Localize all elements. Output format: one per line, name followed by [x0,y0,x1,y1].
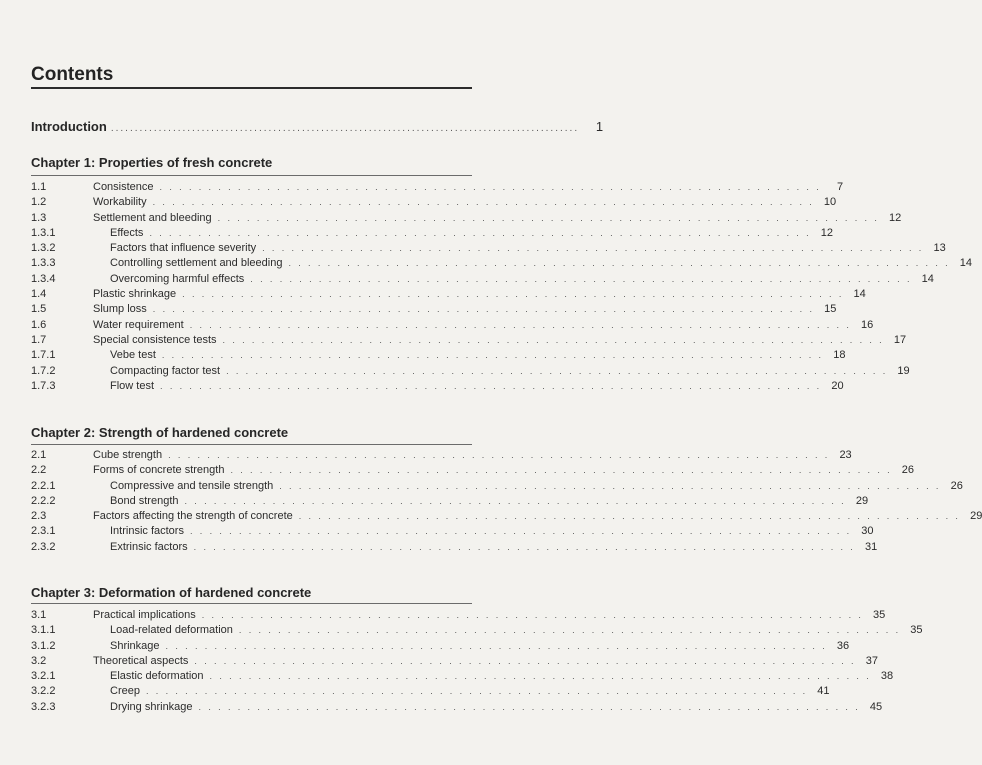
leader-dots: . . . . . . . . . . . . . . . . . . . . . . . . . . . . . . . . . . . . . . . . . . . . . . . . . . . . . . . . . . . . . . . . . . . . [288,258,951,269]
page-number: 36 [836,639,850,652]
section-number: 1.3.4 [31,272,56,285]
leader-dots: . . . . . . . . . . . . . . . . . . . . . . . . . . . . . . . . . . . . . . . . . . . . . . . . . . . . . . . . . . . . . . . . . . . . [250,273,912,284]
toc-entry[interactable] [31,608,886,623]
leader-dots: . . . . . . . . . . . . . . . . . . . . . . . . . . . . . . . . . . . . . . . . . . . . . . . . . . . . . . . . . . . . . . . . . . . . [226,365,888,376]
section-title: Intrinsic factors [110,525,184,538]
toc-entry[interactable] [31,494,869,509]
page-number: 12 [888,211,902,224]
section-title: Extrinsic factors [110,540,188,553]
leader-dots: . . . . . . . . . . . . . . . . . . . . . . . . . . . . . . . . . . . . . . . . . . . . . . . . . . . . . . . . . . . . . . . . . . . . [194,655,856,666]
chapter-1-entries [31,180,973,394]
section-number: 1.3.1 [31,226,56,239]
section-number: 1.7.1 [31,349,56,362]
section-title: Forms of concrete strength [93,464,225,477]
section-number: 1.3 [31,211,47,224]
toc-entry[interactable] [31,302,837,317]
toc-entry[interactable] [31,318,874,333]
page-number: 7 [837,181,844,193]
section-number: 2.2.1 [31,479,56,492]
section-number: 2.3.2 [31,540,56,553]
section-title: Theoretical aspects [93,654,189,667]
toc-entry[interactable] [31,256,973,271]
section-title: Compacting factor test [110,364,221,377]
leader-dots: . . . . . . . . . . . . . . . . . . . . . . . . . . . . . . . . . . . . . . . . . . . . . . . . . . . . . . . . . . . . . . . . . . . . [222,334,885,345]
chapter-3-heading: Chapter 3: Deformation of hardened concrete [31,585,312,600]
page-number: 20 [831,379,844,392]
toc-entry[interactable] [31,654,878,669]
page-number: 31 [864,540,878,553]
section-number: 3.1 [31,609,47,621]
leader-dots: . . . . . . . . . . . . . . . . . . . . . . . . . . . . . . . . . . . . . . . . . . . . . . . . . . . . . . . . . . . . . . . . . . . . [161,350,824,361]
chapter-3-rule [31,603,472,604]
toc-entry[interactable] [31,180,844,195]
leader-dots: . . . . . . . . . . . . . . . . . . . . . . . . . . . . . . . . . . . . . . . . . . . . . . . . . . . . . . . . . . . . . . . . . . . . [262,243,924,254]
page-number: 16 [861,318,874,331]
section-title: Factors that influence severity [110,242,257,255]
toc-entry[interactable] [31,241,946,256]
toc-entry[interactable] [31,639,850,654]
section-title: Settlement and bleeding [93,211,212,224]
section-title: Compressive and tensile strength [110,479,274,492]
section-number: 2.1 [31,449,47,461]
leader-dots: . . . . . . . . . . . . . . . . . . . . . . . . . . . . . . . . . . . . . . . . . . . . . . . . . . . . . . . . . . . . . . . . . . . . [193,541,856,552]
section-number: 2.2 [31,464,47,477]
chapter-2-entries [31,448,982,555]
page-number: 30 [861,525,874,538]
section-number: 2.3.1 [31,525,56,538]
leader-dots: . . . . . . . . . . . . . . . . . . . . . . . . . . . . . . . . . . . . . . . . . . . . . . . . . . . . . . . . . . . . . . . . . . . . [238,625,901,636]
section-title: Effects [110,226,144,239]
section-title: Water requirement [93,318,184,331]
page-number: 14 [921,272,934,285]
section-number: 2.3 [31,510,47,523]
page-number: 41 [817,685,830,698]
section-number: 1.3.3 [31,257,56,270]
chapter-1-rule [31,175,472,176]
page-number: 26 [950,479,963,492]
section-title: Flow test [110,379,155,392]
section-number: 1.7.3 [31,379,56,392]
section-number: 1.7 [31,333,47,346]
leader-dots: . . . . . . . . . . . . . . . . . . . . . . . . . . . . . . . . . . . . . . . . . . . . . . . . . . . . . . . . . . . . . . . . . . . . [279,480,941,491]
section-title: Drying shrinkage [110,700,193,713]
leader-dots: . . . . . . . . . . . . . . . . . . . . . . . . . . . . . . . . . . . . . . . . . . . . . . . . . . . . . . . . . . . . . . . . . . . . [201,610,864,620]
leader-dots: . . . . . . . . . . . . . . . . . . . . . . . . . . . . . . . . . . . . . . . . . . . . . . . . . . . . . . . . . . . . . . . . . . . . [160,380,822,391]
section-title: Slump loss [93,303,147,316]
page-number: 18 [833,349,846,362]
leader-dots: . . . . . . . . . . . . . . . . . . . . . . . . . . . . . . . . . . . . . . . . . . . . . . . . . . . . . . . . . . . . . . . . . . . . [230,465,893,476]
leader-dots: . . . . . . . . . . . . . . . . . . . . . . . . . . . . . . . . . . . . . . . . . . . . . . . . . . . . . . . . . . . . . . . . . . . . [182,289,844,300]
toc-entry[interactable] [31,348,846,363]
section-number: 3.2 [31,654,47,667]
leader-dots: . . . . . . . . . . . . . . . . . . . . . . . . . . . . . . . . . . . . . . . . . . . . . . . . . . . . . . . . . . . . . . . . . . . . [168,450,830,460]
leader-dots: . . . . . . . . . . . . . . . . . . . . . . . . . . . . . . . . . . . . . . . . . . . . . . . . . . . . . . . . . . . . . . . . . . . . [189,526,852,537]
section-number: 2.2.2 [31,494,56,507]
toc-entry-introduction[interactable] [31,119,604,134]
page-number: 38 [880,670,894,683]
leader-dots: . . . . . . . . . . . . . . . . . . . . . . . . . . . . . . . . . . . . . . . . . . . . . . . . . . . . . . . . . . . . . . . . . . . . [184,495,847,506]
section-number: 3.2.3 [31,700,56,713]
page-number: 35 [873,609,886,621]
page-number: 37 [865,654,878,667]
section-title: Plastic shrinkage [93,288,177,301]
section-title: Factors affecting the strength of concrete [93,510,293,523]
section-title: Workability [93,196,147,209]
page-number: 29 [855,494,869,507]
toc-entry[interactable] [31,448,852,463]
title-rule [31,87,472,89]
section-title: Consistence [93,181,154,193]
section-title: Controlling settlement and bleeding [110,257,283,270]
toc-entry[interactable] [31,479,963,494]
chapter-2-rule [31,444,472,445]
section-number: 1.4 [31,288,47,301]
section-title: Practical implications [93,609,196,621]
page-number: 17 [893,333,907,346]
toc-entry[interactable] [31,623,923,638]
page-number: 23 [839,449,852,461]
chapter-3-entries [31,608,923,715]
leader-dots: . . . . . . . . . . . . . . . . . . . . . . . . . . . . . . . . . . . . . . . . . . . . . . . . . . . . . . . . . . . . . . . . . . . . [159,182,822,192]
section-title: Special consistence tests [93,333,217,346]
section-number: 1.6 [31,318,47,331]
toc-entry[interactable] [31,669,894,684]
leader-dots: . . . . . . . . . . . . . . . . . . . . . . . . . . . . . . . . . . . . . . . . . . . . . . . . . . . . . . . . . . . . . . . . . . . . [145,686,808,697]
toc-entry[interactable] [31,524,874,539]
leader-dots: . . . . . . . . . . . . . . . . . . . . . . . . . . . . . . . . . . . . . . . . . . . . . . . . . . . . . . . . . . . . . . . . . . . . [198,701,861,712]
page-number: 19 [897,364,910,377]
section-title: Cube strength [93,449,163,461]
leader-dots: . . . . . . . . . . . . . . . . . . . . . . . . . . . . . . . . . . . . . . . . . . . . . . . . . . . . . . . . . . . . . . . . . . . . [152,304,815,315]
chapter-1-heading: Chapter 1: Properties of fresh concrete [31,155,273,170]
leader-dots: . . . . . . . . . . . . . . . . . . . . . . . . . . . . . . . . . . . . . . . . . . . . . . . . . . . . . . . . . . . . . . . . . . . . [152,197,815,208]
leader-dots: . . . . . . . . . . . . . . . . . . . . . . . . . . . . . . . . . . . . . . . . . . . . . . . . . . . . . . . . . . . . . . . . . . . . [149,227,812,238]
toc-entry[interactable] [31,700,883,715]
page-number: 15 [824,303,837,316]
leader-dots: . . . . . . . . . . . . . . . . . . . . . . . . . . . . . . . . . . . . . . . . . . . . . . . . . . . . . . . . . . . . . . . . . . . . [209,671,872,682]
introduction-label: Introduction [31,119,107,134]
section-title: Bond strength [110,494,179,507]
leader-dots: . . . . . . . . . . . . . . . . . . . . . . . . . . . . . . . . . . . . . . . . . . . . . . . . . . . . . . . . . . . . . . . . . . . . [217,212,880,223]
leader-dots: . . . . . . . . . . . . . . . . . . . . . . . . . . . . . . . . . . . . . . . . . . . . . . . . . . . . . . . . . . . . . . . . . . . . [189,319,852,330]
section-number: 1.2 [31,196,47,209]
section-number: 1.3.2 [31,242,56,255]
section-title: Elastic deformation [110,670,204,683]
section-number: 3.2.2 [31,685,56,698]
toc-entry[interactable] [31,684,830,699]
toc-entry[interactable] [31,211,902,226]
page-title: Contents [31,64,114,85]
page-number: 13 [933,242,946,255]
section-number: 1.5 [31,303,47,316]
toc-entry[interactable] [31,287,866,302]
toc-entry[interactable] [31,333,907,348]
page-number: 45 [869,700,883,713]
section-title: Vebe test [110,349,156,362]
page-number: 26 [901,464,915,477]
section-number: 3.1.1 [31,624,56,637]
leader-dots: .................................................................................................. [110,123,580,134]
toc-entry[interactable] [31,509,982,524]
section-number: 1.7.2 [31,364,56,377]
leader-dots: . . . . . . . . . . . . . . . . . . . . . . . . . . . . . . . . . . . . . . . . . . . . . . . . . . . . . . . . . . . . . . . . . . . . [165,640,828,651]
leader-dots: . . . . . . . . . . . . . . . . . . . . . . . . . . . . . . . . . . . . . . . . . . . . . . . . . . . . . . . . . . . . . . . . . . . . [298,511,961,522]
page-number: 10 [823,196,837,209]
toc-entry[interactable] [31,272,934,287]
chapter-2-heading: Chapter 2: Strength of hardened concrete [31,425,289,440]
toc-entry[interactable] [31,364,910,379]
page-number: 14 [959,257,973,270]
toc-entry[interactable] [31,379,844,394]
section-number: 3.2.1 [31,670,56,683]
page-number: 29 [970,510,982,523]
toc-entry[interactable] [31,195,837,210]
toc-entry[interactable] [31,226,834,241]
section-title: Creep [110,685,140,698]
section-number: 3.1.2 [31,639,56,652]
section-number: 1.1 [31,181,47,193]
page-number: 14 [853,288,866,301]
page-number: 12 [820,226,834,239]
introduction-page-number: 1 [595,119,604,134]
page-number: 35 [910,624,923,637]
section-title: Shrinkage [110,639,160,652]
toc-entry[interactable] [31,463,915,478]
toc-entry[interactable] [31,540,878,555]
section-title: Load-related deformation [110,624,233,637]
section-title: Overcoming harmful effects [110,272,245,285]
